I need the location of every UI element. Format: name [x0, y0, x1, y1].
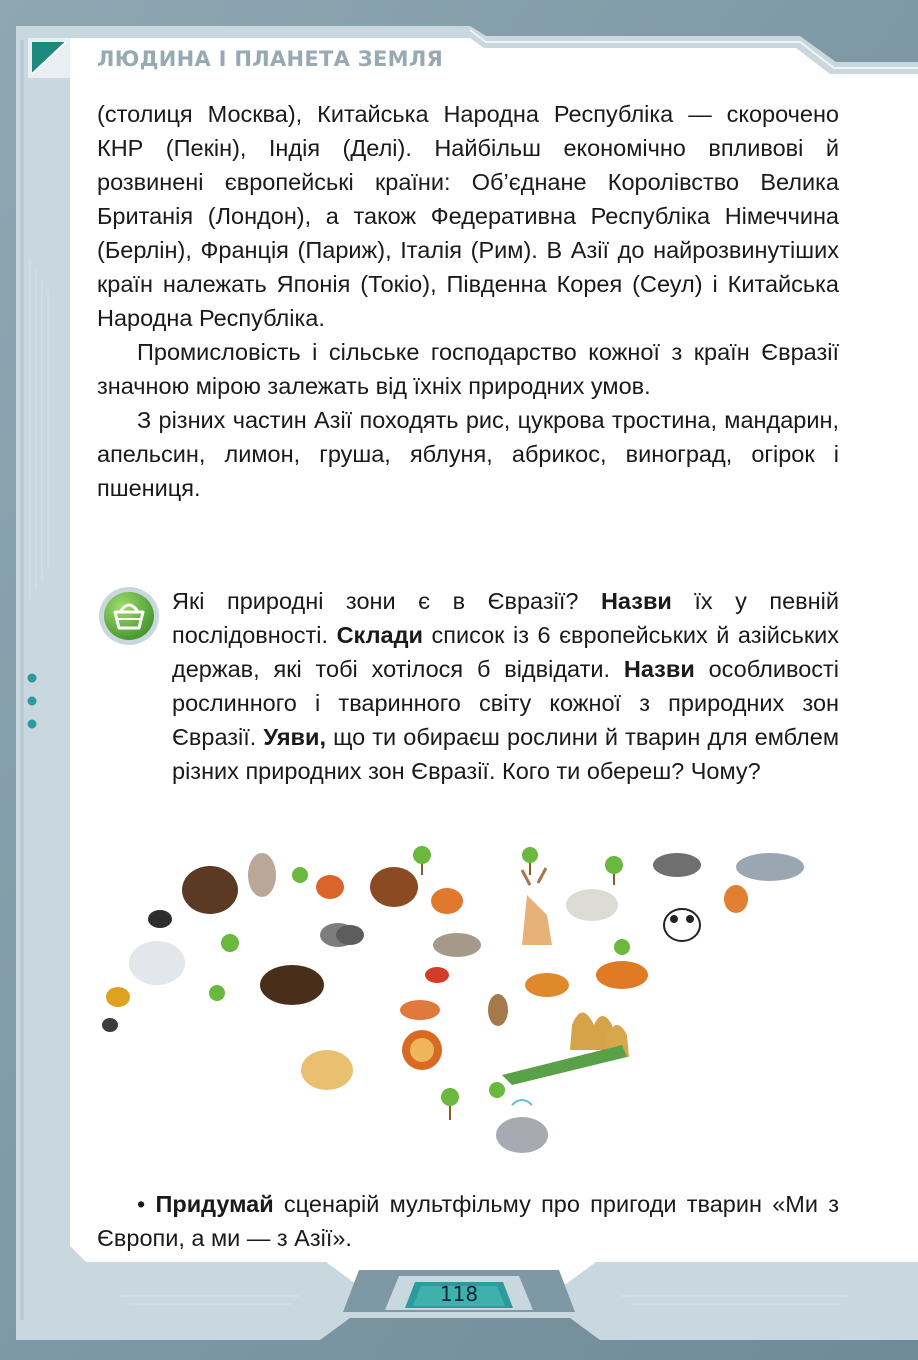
paragraph-industry: Промисловість і сільське господарство кожної з країн Євразії значною мірою залежать від їхніх природних умов. — [97, 339, 839, 399]
page-number-badge — [339, 1262, 579, 1334]
section-title: ЛЮДИНА І ПЛАНЕТА ЗЕМЛЯ — [97, 47, 444, 71]
creative-task-text: • Придумай сценарій мультфільму про пригоди тварин «Ми з Європи, а ми — з Азії». — [97, 1191, 839, 1251]
task-block — [172, 584, 839, 788]
paragraph-crops: З різних частин Азії походять рис, цукрова тростина, мандарин, апельсин, лимон, груша, яблуня, абрикос, виноград, огірок і пшениця. — [97, 407, 839, 501]
task-text: Які природні зони є в Євразії? Назви їх у певній послідовності. Склади список із 6 європейських й азійських держав, які тобі хотілося б відвідати. Назви особливості рослинного і тваринного світу кожної з природних зон Євразії. Уяви, що ти обираєш рослини й тварин для емблем різних природних зон Євразії. Кого ти обереш? Чому? — [172, 588, 840, 784]
page-number: 118 — [439, 1282, 479, 1306]
creative-task — [97, 1187, 839, 1255]
teal-triangle-icon — [28, 38, 70, 78]
decorative-dots-icon — [26, 670, 38, 734]
paragraph-countries: (столиця Москва), Китайська Народна Республіка — скорочено КНР (Пекін), Індія (Делі). Найбільш економічно впливові й розвинені європейські країни: Об’єднане Королівство Велика Британія (Лондон), а також Федеративна Республіка Німеччина (Берлін), Франція (Париж), Італія (Рим). В Азії до найрозвинутіших країн належать Японія (Токіо), Південна Корея (Сеул) і Китайська Народна Республіка. — [97, 101, 839, 331]
eurasia-animals-illustration — [102, 835, 837, 1165]
main-text — [97, 97, 839, 505]
shopping-basket-icon — [98, 586, 160, 646]
